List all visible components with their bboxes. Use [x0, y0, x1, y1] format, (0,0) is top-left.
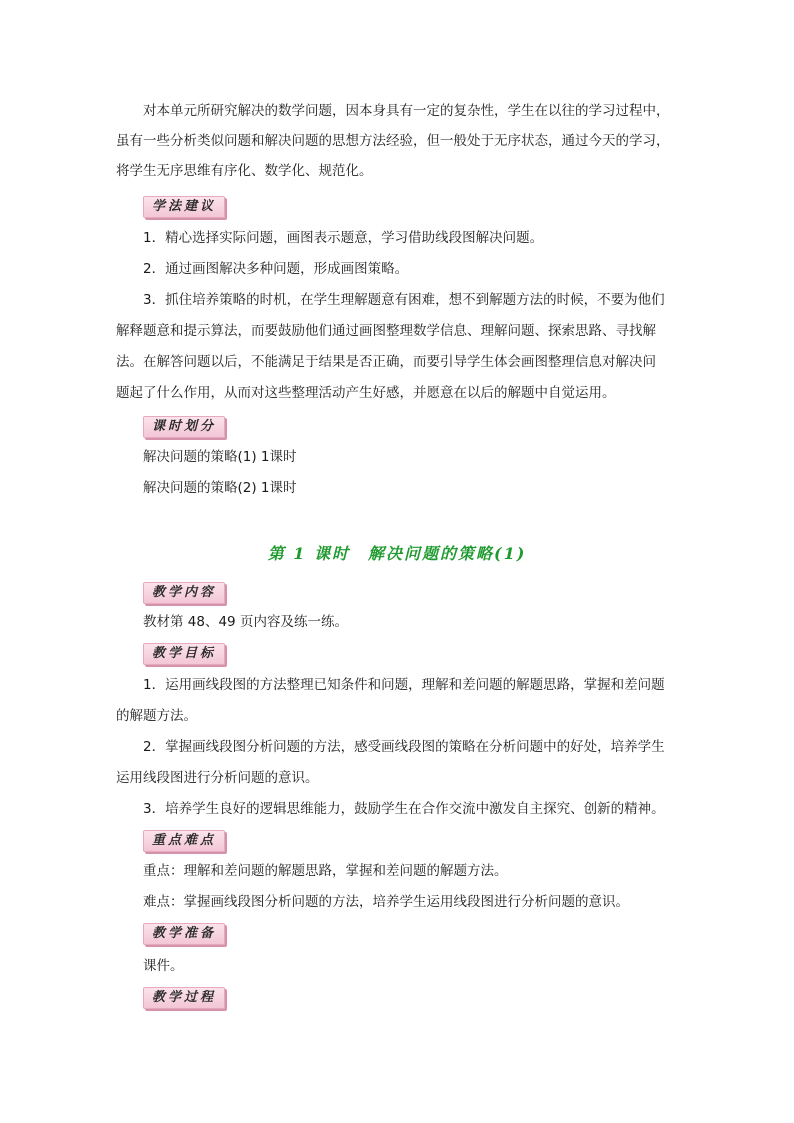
goals-tag: 教学目标: [143, 643, 225, 665]
content-text: 教材第 48、49 页内容及练一练。: [143, 614, 348, 630]
periods-item-1: 解决问题的策略(1) 1课时: [143, 449, 297, 465]
goals-item-1-line-1: 1．运用画线段图的方法整理已知条件和问题，理解和差问题的解题思路，掌握和差问题: [143, 677, 665, 693]
study-advice-item-2: 2．通过画图解决多种问题，形成画图策略。: [143, 261, 409, 277]
goals-item-3: 3．培养学生良好的逻辑思维能力，鼓励学生在合作交流中激发自主探究、创新的精神。: [143, 801, 665, 817]
study-advice-item-3-line-4: 题起了什么作用，从而对这些整理活动产生好感，并愿意在以后的解题中自觉运用。: [116, 385, 616, 401]
content-tag: 教学内容: [143, 582, 225, 604]
goals-item-2-line-2: 运用线段图进行分析问题的意识。: [116, 770, 319, 786]
intro-line-2: 虽有一些分析类似问题和解决问题的思想方法经验，但一般处于无序状态，通过今天的学习，: [116, 133, 670, 149]
key-point-text: 重点：理解和差问题的解题思路，掌握和差问题的解题方法。: [143, 863, 508, 879]
periods-item-2: 解决问题的策略(2) 1课时: [143, 480, 297, 496]
study-advice-tag: 学法建议: [143, 196, 225, 218]
goals-item-2-line-1: 2．掌握画线段图分析问题的方法，感受画线段图的策略在分析问题中的好处，培养学生: [143, 739, 665, 755]
study-advice-item-3-line-1: 3．抓住培养策略的时机，在学生理解题意有困难，想不到解题方法的时候，不要为他们: [143, 292, 665, 308]
study-advice-item-3-line-2: 解释题意和提示算法，而要鼓励他们通过画图整理数学信息、理解问题、探索思路、寻找解: [116, 323, 656, 339]
preparation-tag: 教学准备: [143, 923, 225, 945]
study-advice-item-3-line-3: 法。在解答问题以后，不能满足于结果是否正确，而要引导学生体会画图整理信息对解决问: [116, 354, 656, 370]
key-points-tag: 重点难点: [143, 830, 225, 852]
lesson-title: 第 1 课时 解决问题的策略(1): [267, 544, 527, 563]
difficult-point-text: 难点：掌握画线段图分析问题的方法，培养学生运用线段图进行分析问题的意识。: [143, 894, 629, 910]
process-tag: 教学过程: [143, 987, 225, 1009]
intro-line-1: 对本单元所研究解决的数学问题，因本身具有一定的复杂性，学生在以往的学习过程中，: [143, 103, 670, 119]
preparation-text: 课件。: [143, 958, 184, 974]
study-advice-item-1: 1．精心选择实际问题，画图表示题意，学习借助线段图解决问题。: [143, 230, 544, 246]
periods-tag: 课时划分: [143, 416, 225, 438]
goals-item-1-line-2: 的解题方法。: [116, 708, 197, 724]
intro-line-3: 将学生无序思维有序化、数学化、规范化。: [116, 163, 373, 179]
